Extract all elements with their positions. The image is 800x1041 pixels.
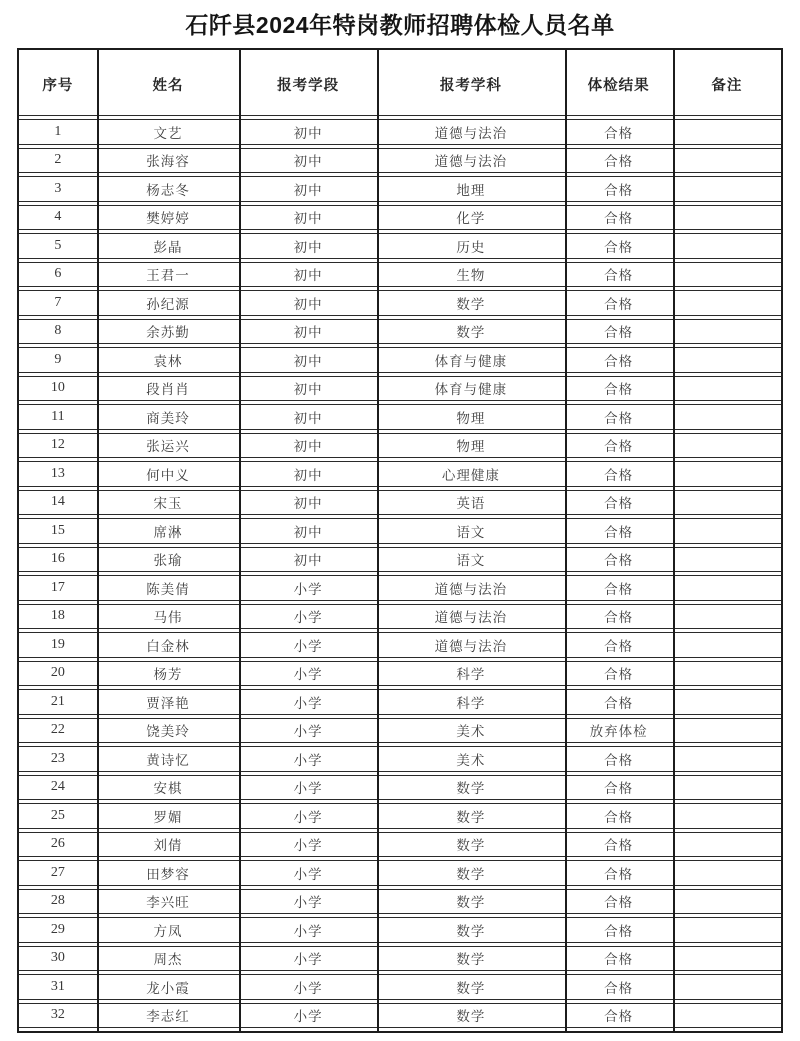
table-row [19, 290, 781, 316]
cell-note [673, 718, 781, 744]
cell-result: 合格 [565, 604, 673, 630]
cell-level: 小学 [239, 632, 377, 658]
cell-note [673, 803, 781, 829]
cell-note [673, 404, 781, 430]
table-row [19, 775, 781, 801]
cell-note [673, 176, 781, 202]
cell-result: 合格 [565, 319, 673, 345]
cell-index: 4 [19, 205, 97, 231]
cell-result: 合格 [565, 746, 673, 772]
cell-subject: 数学 [377, 946, 564, 972]
cell-result: 合格 [565, 262, 673, 288]
cell-result: 合格 [565, 461, 673, 487]
cell-index: 27 [19, 860, 97, 886]
cell-level: 初中 [239, 404, 377, 430]
cell-subject: 道德与法治 [377, 632, 564, 658]
cell-index: 20 [19, 661, 97, 687]
table-row [19, 319, 781, 345]
cell-level: 小学 [239, 718, 377, 744]
cell-level: 初中 [239, 148, 377, 174]
cell-level: 小学 [239, 575, 377, 601]
table-row [19, 632, 781, 658]
cell-subject: 数学 [377, 832, 564, 858]
cell-index: 30 [19, 946, 97, 972]
cell-index: 11 [19, 404, 97, 430]
cell-subject: 历史 [377, 233, 564, 259]
cell-note [673, 917, 781, 943]
cell-level: 初中 [239, 319, 377, 345]
cell-level: 小学 [239, 917, 377, 943]
cell-index: 31 [19, 974, 97, 1000]
cell-index: 24 [19, 775, 97, 801]
cell-subject: 科学 [377, 661, 564, 687]
cell-level: 初中 [239, 290, 377, 316]
table-row [19, 376, 781, 402]
cell-result: 合格 [565, 176, 673, 202]
cell-subject: 物理 [377, 404, 564, 430]
cell-note [673, 946, 781, 972]
cell-level: 初中 [239, 376, 377, 402]
cell-index: 14 [19, 490, 97, 516]
cell-result: 合格 [565, 832, 673, 858]
cell-name: 饶美玲 [97, 718, 239, 744]
cell-result: 合格 [565, 1003, 673, 1029]
table-row [19, 746, 781, 772]
cell-index: 8 [19, 319, 97, 345]
cell-level: 小学 [239, 689, 377, 715]
cell-subject: 数学 [377, 1003, 564, 1029]
cell-level: 小学 [239, 604, 377, 630]
table-row [19, 689, 781, 715]
cell-name: 杨志冬 [97, 176, 239, 202]
cell-name: 周杰 [97, 946, 239, 972]
cell-note [673, 746, 781, 772]
cell-name: 马伟 [97, 604, 239, 630]
cell-level: 小学 [239, 661, 377, 687]
cell-note [673, 1003, 781, 1029]
cell-name: 安棋 [97, 775, 239, 801]
cell-index: 17 [19, 575, 97, 601]
cell-index: 1 [19, 119, 97, 145]
cell-subject: 数学 [377, 319, 564, 345]
cell-result: 合格 [565, 974, 673, 1000]
cell-name: 张运兴 [97, 433, 239, 459]
cell-note [673, 604, 781, 630]
cell-level: 初中 [239, 518, 377, 544]
table-row [19, 860, 781, 886]
cell-level: 初中 [239, 547, 377, 573]
cell-subject: 地理 [377, 176, 564, 202]
cell-name: 陈美倩 [97, 575, 239, 601]
cell-note [673, 775, 781, 801]
table-row [19, 604, 781, 630]
cell-level: 初中 [239, 433, 377, 459]
table-row [19, 803, 781, 829]
cell-index: 23 [19, 746, 97, 772]
cell-index: 16 [19, 547, 97, 573]
cell-subject: 心理健康 [377, 461, 564, 487]
cell-subject: 体育与健康 [377, 347, 564, 373]
cell-result: 合格 [565, 233, 673, 259]
table-row [19, 461, 781, 487]
cell-subject: 生物 [377, 262, 564, 288]
cell-result: 合格 [565, 632, 673, 658]
cell-result: 合格 [565, 661, 673, 687]
cell-note [673, 860, 781, 886]
cell-result: 合格 [565, 490, 673, 516]
cell-note [673, 547, 781, 573]
cell-name: 张海容 [97, 148, 239, 174]
cell-note [673, 319, 781, 345]
cell-name: 田梦容 [97, 860, 239, 886]
table-row [19, 974, 781, 1000]
roster-table [17, 48, 783, 1033]
cell-note [673, 661, 781, 687]
table-row [19, 718, 781, 744]
cell-index: 32 [19, 1003, 97, 1029]
table-body [19, 119, 781, 1028]
cell-result: 合格 [565, 290, 673, 316]
cell-level: 小学 [239, 1003, 377, 1029]
cell-index: 25 [19, 803, 97, 829]
cell-result: 合格 [565, 946, 673, 972]
cell-index: 19 [19, 632, 97, 658]
cell-subject: 科学 [377, 689, 564, 715]
cell-index: 3 [19, 176, 97, 202]
cell-subject: 语文 [377, 518, 564, 544]
cell-result: 合格 [565, 689, 673, 715]
cell-level: 小学 [239, 746, 377, 772]
table-row [19, 347, 781, 373]
table-row [19, 547, 781, 573]
cell-note [673, 518, 781, 544]
cell-subject: 体育与健康 [377, 376, 564, 402]
cell-index: 12 [19, 433, 97, 459]
cell-note [673, 490, 781, 516]
cell-name: 李兴旺 [97, 889, 239, 915]
cell-name: 袁林 [97, 347, 239, 373]
header-cell-name: 姓名 [97, 53, 239, 116]
cell-result: 合格 [565, 889, 673, 915]
cell-index: 21 [19, 689, 97, 715]
cell-result: 合格 [565, 205, 673, 231]
cell-note [673, 376, 781, 402]
cell-result: 合格 [565, 575, 673, 601]
cell-name: 孙纪源 [97, 290, 239, 316]
cell-subject: 美术 [377, 718, 564, 744]
cell-name: 罗媚 [97, 803, 239, 829]
cell-note [673, 262, 781, 288]
cell-name: 王君一 [97, 262, 239, 288]
cell-result: 合格 [565, 347, 673, 373]
header-cell-level: 报考学段 [239, 53, 377, 116]
cell-subject: 数学 [377, 889, 564, 915]
cell-result: 合格 [565, 917, 673, 943]
cell-level: 初中 [239, 119, 377, 145]
cell-name: 张瑜 [97, 547, 239, 573]
cell-result: 合格 [565, 518, 673, 544]
cell-level: 初中 [239, 461, 377, 487]
cell-subject: 语文 [377, 547, 564, 573]
cell-subject: 物理 [377, 433, 564, 459]
cell-name: 文艺 [97, 119, 239, 145]
cell-name: 刘倩 [97, 832, 239, 858]
cell-name: 段肖肖 [97, 376, 239, 402]
header-cell-note: 备注 [673, 53, 781, 116]
cell-note [673, 290, 781, 316]
cell-result: 合格 [565, 547, 673, 573]
cell-note [673, 575, 781, 601]
cell-subject: 数学 [377, 290, 564, 316]
cell-subject: 化学 [377, 205, 564, 231]
cell-result: 合格 [565, 376, 673, 402]
cell-result: 合格 [565, 860, 673, 886]
table-row [19, 233, 781, 259]
cell-subject: 数学 [377, 860, 564, 886]
page-title: 石阡县2024年特岗教师招聘体检人员名单 [185, 12, 615, 38]
cell-name: 樊婷婷 [97, 205, 239, 231]
cell-name: 商美玲 [97, 404, 239, 430]
cell-index: 5 [19, 233, 97, 259]
cell-index: 22 [19, 718, 97, 744]
header-cell-result: 体检结果 [565, 53, 673, 116]
cell-name: 彭晶 [97, 233, 239, 259]
cell-result: 合格 [565, 775, 673, 801]
cell-result: 放弃体检 [565, 718, 673, 744]
table-row [19, 917, 781, 943]
cell-index: 2 [19, 148, 97, 174]
cell-level: 小学 [239, 974, 377, 1000]
table-row [19, 889, 781, 915]
cell-name: 席淋 [97, 518, 239, 544]
cell-note [673, 461, 781, 487]
cell-result: 合格 [565, 803, 673, 829]
cell-name: 贾泽艳 [97, 689, 239, 715]
cell-note [673, 632, 781, 658]
cell-name: 杨芳 [97, 661, 239, 687]
cell-level: 初中 [239, 347, 377, 373]
cell-level: 初中 [239, 262, 377, 288]
cell-name: 何中义 [97, 461, 239, 487]
table-row [19, 433, 781, 459]
cell-subject: 英语 [377, 490, 564, 516]
table-row [19, 262, 781, 288]
cell-note [673, 689, 781, 715]
cell-level: 小学 [239, 803, 377, 829]
table-row [19, 575, 781, 601]
cell-result: 合格 [565, 119, 673, 145]
cell-index: 10 [19, 376, 97, 402]
cell-result: 合格 [565, 404, 673, 430]
cell-note [673, 347, 781, 373]
cell-index: 13 [19, 461, 97, 487]
cell-level: 小学 [239, 946, 377, 972]
roster-table-grid [19, 50, 781, 1031]
cell-note [673, 433, 781, 459]
cell-subject: 数学 [377, 917, 564, 943]
cell-level: 初中 [239, 490, 377, 516]
cell-level: 初中 [239, 205, 377, 231]
table-row [19, 946, 781, 972]
header-cell-subject: 报考学科 [377, 53, 564, 116]
cell-level: 初中 [239, 176, 377, 202]
cell-name: 白金林 [97, 632, 239, 658]
table-row [19, 661, 781, 687]
cell-index: 6 [19, 262, 97, 288]
table-row [19, 1003, 781, 1029]
cell-index: 7 [19, 290, 97, 316]
cell-subject: 数学 [377, 974, 564, 1000]
table-row [19, 205, 781, 231]
cell-subject: 数学 [377, 775, 564, 801]
cell-subject: 道德与法治 [377, 119, 564, 145]
cell-note [673, 889, 781, 915]
table-row [19, 176, 781, 202]
cell-index: 29 [19, 917, 97, 943]
cell-subject: 数学 [377, 803, 564, 829]
cell-level: 小学 [239, 775, 377, 801]
table-row [19, 119, 781, 145]
cell-subject: 道德与法治 [377, 148, 564, 174]
table-row [19, 518, 781, 544]
cell-note [673, 233, 781, 259]
table-header-row [19, 53, 781, 116]
table-row [19, 404, 781, 430]
cell-level: 初中 [239, 233, 377, 259]
table-row [19, 490, 781, 516]
cell-subject: 道德与法治 [377, 604, 564, 630]
header-cell-index: 序号 [19, 53, 97, 116]
cell-note [673, 148, 781, 174]
cell-index: 15 [19, 518, 97, 544]
cell-name: 龙小霞 [97, 974, 239, 1000]
cell-index: 26 [19, 832, 97, 858]
table-row [19, 148, 781, 174]
cell-note [673, 205, 781, 231]
table-row [19, 832, 781, 858]
cell-name: 方凤 [97, 917, 239, 943]
cell-level: 小学 [239, 889, 377, 915]
cell-index: 9 [19, 347, 97, 373]
cell-name: 黄诗忆 [97, 746, 239, 772]
cell-name: 宋玉 [97, 490, 239, 516]
cell-result: 合格 [565, 148, 673, 174]
cell-subject: 美术 [377, 746, 564, 772]
cell-level: 小学 [239, 832, 377, 858]
cell-note [673, 832, 781, 858]
cell-result: 合格 [565, 433, 673, 459]
cell-level: 小学 [239, 860, 377, 886]
cell-index: 18 [19, 604, 97, 630]
cell-note [673, 119, 781, 145]
cell-subject: 道德与法治 [377, 575, 564, 601]
cell-index: 28 [19, 889, 97, 915]
cell-note [673, 974, 781, 1000]
cell-name: 余苏勤 [97, 319, 239, 345]
cell-name: 李志红 [97, 1003, 239, 1029]
